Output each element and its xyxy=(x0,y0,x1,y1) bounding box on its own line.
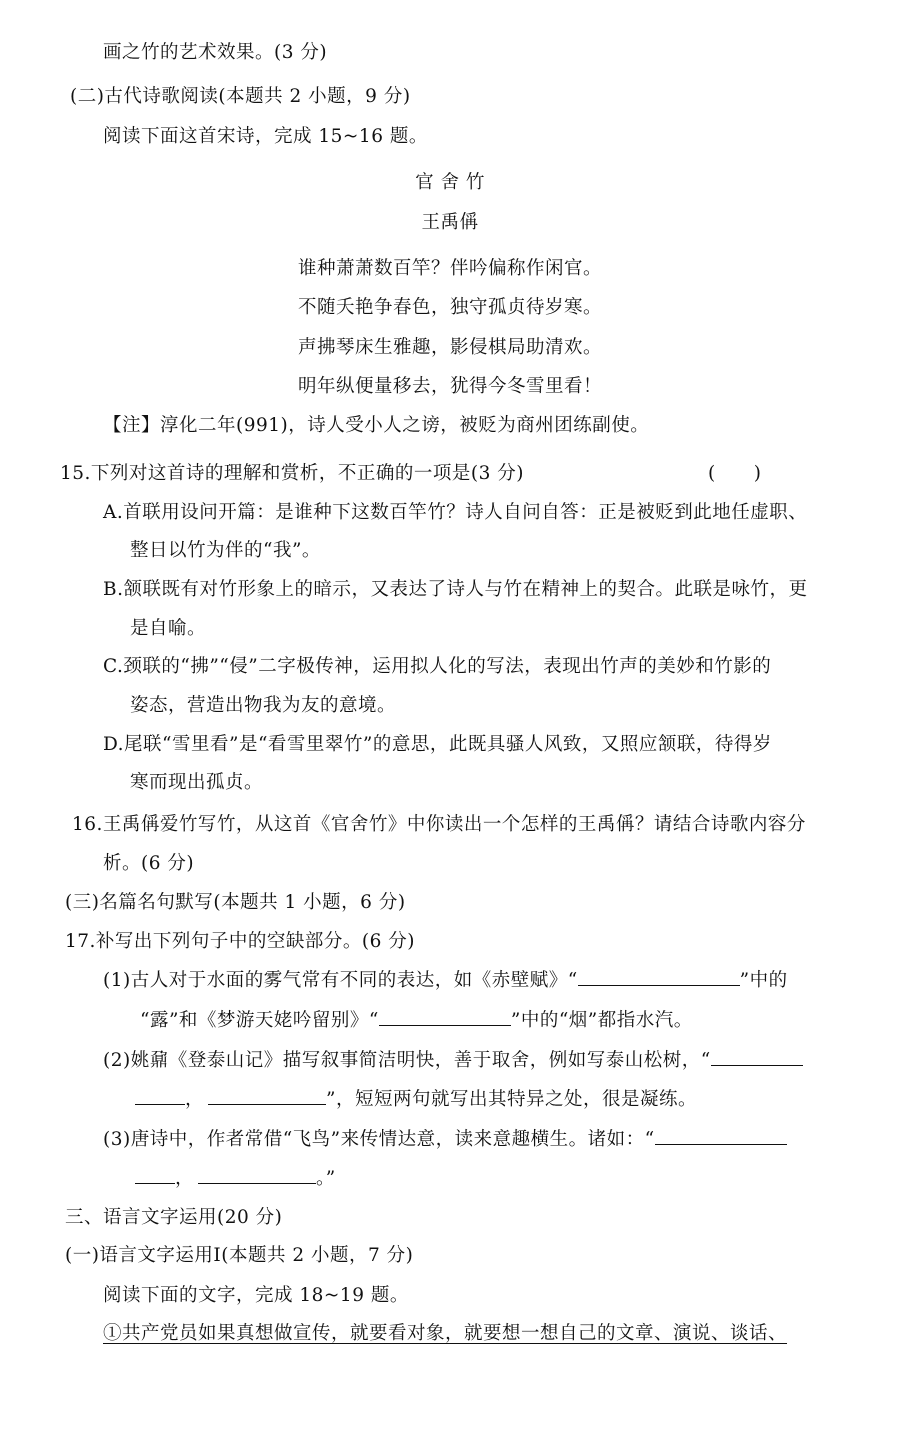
poem-note: 【注】淳化二年(991)，诗人受小人之谤，被贬为商州团练副使。 xyxy=(103,415,650,436)
fill-blank[interactable] xyxy=(655,1126,787,1145)
poem-verse-4: 明年纵便量移去，犹得今冬雪里看！ xyxy=(297,376,602,397)
question-17-2-line-2 xyxy=(135,1086,697,1113)
passage-paragraph-1: ①共产党员如果真想做宣传，就要看对象，就要想一想自己的文章、演说、谈话、 xyxy=(103,1323,788,1344)
answer-parentheses: ( ) xyxy=(708,463,762,484)
poem-verse-2: 不随夭艳争春色，独守孤贞待岁寒。 xyxy=(297,297,602,318)
fill-blank[interactable] xyxy=(379,1007,511,1026)
poem-author: 王禹偁 xyxy=(421,212,479,233)
fill-blank[interactable] xyxy=(135,1165,175,1184)
question-17-1-text: “露”和《梦游天姥吟留别》“ xyxy=(140,1010,379,1031)
question-17-3-line-1 xyxy=(103,1126,787,1153)
question-17-1-line-2 xyxy=(140,1007,693,1034)
continued-question-text: 画之竹的艺术效果。(3 分) xyxy=(103,42,328,63)
question-17-stem: 17.补写出下列句子中的空缺部分。(6 分) xyxy=(65,931,416,952)
poem-verse-1: 谁种萧萧数百竿？伴吟偏称作闲官。 xyxy=(297,258,602,279)
question-17-3-text: ， xyxy=(175,1168,195,1189)
fill-blank[interactable] xyxy=(135,1086,185,1105)
question-17-1-text: ”中的“烟”都指水汽。 xyxy=(510,1010,693,1031)
section-heading-poetry: (二)古代诗歌阅读(本题共 2 小题，9 分) xyxy=(70,86,411,107)
part-3-heading: 三、语言文字运用(20 分) xyxy=(65,1207,283,1228)
question-17-1-text: (1)古人对于水面的雾气常有不同的表达，如《赤壁赋》“ xyxy=(103,970,578,991)
question-17-3-text: (3)唐诗中，作者常借“飞鸟”来传情达意，读来意趣横生。诸如：“ xyxy=(103,1129,655,1150)
fill-blank[interactable] xyxy=(578,967,740,986)
option-b-line-1: B.颔联既有对竹形象上的暗示，又表达了诗人与竹在精神上的契合。此联是咏竹，更 xyxy=(103,579,808,600)
poem-title: 官 舍 竹 xyxy=(415,172,485,193)
question-17-1-text: ”中的 xyxy=(739,970,788,991)
fill-blank[interactable] xyxy=(198,1165,316,1184)
question-15-stem: 15.下列对这首诗的理解和赏析，不正确的一项是(3 分) xyxy=(60,463,525,484)
question-17-2-line-1 xyxy=(103,1047,803,1074)
section-heading-memorization: (三)名篇名句默写(本题共 1 小题，6 分) xyxy=(65,892,406,913)
option-d-line-1: D.尾联“雪里看”是“看雪里翠竹”的意思，此既具骚人风致，又照应颔联，待得岁 xyxy=(103,734,772,755)
question-17-3-text: 。” xyxy=(316,1168,336,1189)
question-17-1-line-1 xyxy=(103,967,788,994)
question-16-line-2: 析。(6 分) xyxy=(103,853,195,874)
section-heading-language-use: (一)语言文字运用Ⅰ(本题共 2 小题，7 分) xyxy=(65,1245,414,1266)
fill-blank[interactable] xyxy=(711,1047,803,1066)
option-c-line-2: 姿态，营造出物我为友的意境。 xyxy=(130,695,397,716)
question-17-2-text: ， xyxy=(185,1089,205,1110)
fill-blank[interactable] xyxy=(208,1086,326,1105)
question-17-3-line-2 xyxy=(135,1165,336,1192)
option-c-line-1: C.颈联的“拂”“侵”二字极传神，运用拟人化的写法，表现出竹声的美妙和竹影的 xyxy=(103,656,772,677)
option-a-line-1: A.首联用设问开篇：是谁种下这数百竿竹？诗人自问自答：正是被贬到此地任虚职、 xyxy=(103,502,808,523)
reading-instructions: 阅读下面的文字，完成 18~19 题。 xyxy=(103,1285,409,1306)
poem-verse-3: 声拂琴床生雅趣，影侵棋局助清欢。 xyxy=(297,337,602,358)
option-a-line-2: 整日以竹为伴的“我”。 xyxy=(130,540,321,561)
question-17-2-text: ”，短短两句就写出其特异之处，很是凝练。 xyxy=(326,1089,697,1110)
question-17-2-text: (2)姚鼐《登泰山记》描写叙事简洁明快，善于取舍，例如写泰山松树，“ xyxy=(103,1050,711,1071)
poetry-instructions: 阅读下面这首宋诗，完成 15~16 题。 xyxy=(103,126,428,147)
option-d-line-2: 寒而现出孤贞。 xyxy=(130,772,264,793)
option-b-line-2: 是自喻。 xyxy=(130,618,207,639)
question-16-line-1: 16.王禹偁爱竹写竹，从这首《官舍竹》中你读出一个怎样的王禹偁？请结合诗歌内容分 xyxy=(72,814,806,835)
